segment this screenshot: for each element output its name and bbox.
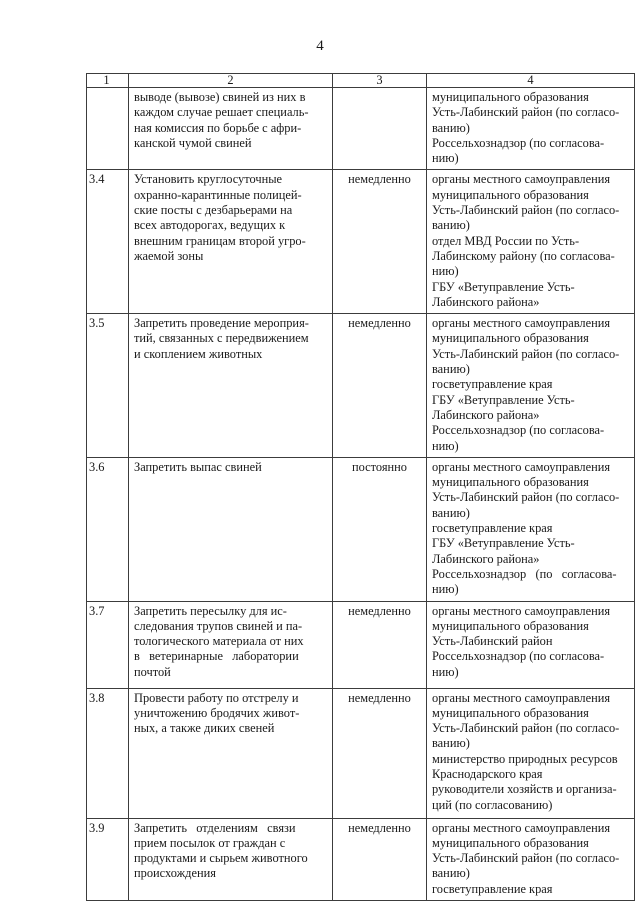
action-cell [129, 88, 333, 170]
responsible-line: ций (по согласованию) [432, 797, 553, 812]
action-line: канской чумой свиней [134, 135, 252, 150]
table-row [87, 818, 635, 900]
responsible-line: органы местного самоуправления [432, 603, 611, 618]
row-number: 3.5 [87, 314, 129, 458]
responsible-cell [427, 818, 635, 900]
responsible-line: муниципального образования [432, 835, 589, 850]
responsible-line: органы местного самоуправления [432, 690, 611, 705]
row-number: 3.6 [87, 457, 129, 601]
table-row [87, 457, 635, 601]
row-number [87, 88, 129, 170]
responsible-line: нию) [432, 151, 459, 166]
table-row [87, 170, 635, 314]
action-line: каждом случае решает специаль- [134, 105, 309, 120]
table-row [87, 688, 635, 818]
responsible-line: нию) [432, 664, 459, 679]
term-cell: постоянно [333, 457, 427, 601]
header-col-1: 1 [87, 74, 129, 88]
action-line: ных, а также диких свеней [134, 721, 275, 736]
table-body [87, 74, 635, 901]
responsible-line: Лабинского района» [432, 407, 540, 422]
term-cell [333, 88, 427, 170]
row-number: 3.4 [87, 170, 129, 314]
action-line: продуктами и сырьем животного [134, 851, 308, 866]
action-line: Запретить отделениям связи [134, 820, 296, 835]
responsible-line: госветуправление края [432, 521, 553, 536]
responsible-line: ванию) [432, 362, 470, 377]
responsible-cell [427, 457, 635, 601]
responsible-line: муниципального образования [432, 475, 589, 490]
responsible-line: органы местного самоуправления [432, 820, 611, 835]
term-cell: немедленно [333, 688, 427, 818]
responsible-line: госветуправление края [432, 881, 553, 896]
action-cell [129, 688, 333, 818]
action-line: Запретить проведение мероприя- [134, 316, 309, 331]
action-cell [129, 457, 333, 601]
responsible-line: Лабинского района» [432, 551, 540, 566]
responsible-line: Усть-Лабинский район (по согласо- [432, 721, 620, 736]
action-line: тий, связанных с передвижением [134, 331, 309, 346]
table-header-row [87, 74, 635, 88]
responsible-line: Усть-Лабинский район (по согласо- [432, 490, 620, 505]
responsible-line: ГБУ «Ветуправление Усть- [432, 536, 575, 551]
action-line: всех автодорогах, ведущих к [134, 218, 286, 233]
page-number: 4 [316, 38, 324, 54]
responsible-line: Россельхознадзор (по согласова- [432, 423, 605, 438]
action-cell [129, 314, 333, 458]
responsible-line: Россельхознадзор (по согласова- [432, 135, 605, 150]
responsible-line: ванию) [432, 866, 470, 881]
header-col-2: 2 [129, 74, 333, 88]
action-line: следования трупов свиней и па- [134, 618, 303, 633]
action-line: почтой [134, 664, 171, 679]
action-line: Запретить пересылку для ис- [134, 603, 287, 618]
action-line: прием посылок от граждан с [134, 835, 286, 850]
responsible-cell [427, 170, 635, 314]
action-line: происхождения [134, 866, 216, 881]
action-line: в ветеринарные лаборатории [134, 649, 299, 664]
row-number: 3.7 [87, 601, 129, 688]
action-line: выводе (вывозе) свиней из них в [134, 90, 306, 104]
responsible-line: госветуправление края [432, 377, 553, 392]
responsible-line: Усть-Лабинский район (по согласо- [432, 105, 620, 120]
table-row [87, 314, 635, 458]
action-cell [129, 601, 333, 688]
responsible-line: муниципального образования [432, 705, 589, 720]
responsible-line: Россельхознадзор (по согласова- [432, 566, 617, 581]
table-row [87, 601, 635, 688]
action-line: внешним границам второй угро- [134, 233, 306, 248]
responsible-line: ванию) [432, 505, 470, 520]
action-line: жаемой зоны [134, 248, 204, 263]
action-cell [129, 170, 333, 314]
row-number: 3.8 [87, 688, 129, 818]
responsible-line: Усть-Лабинский район (по согласо- [432, 851, 620, 866]
action-line: и скоплением животных [134, 346, 263, 361]
responsible-line: Лабинскому району (по согласова- [432, 248, 615, 263]
action-line: ские посты с дезбарьерами на [134, 203, 293, 218]
responsible-line: руководители хозяйств и организа- [432, 782, 617, 797]
responsible-line: муниципального образования [432, 90, 589, 104]
responsible-line: ванию) [432, 736, 470, 751]
term-cell: немедленно [333, 601, 427, 688]
responsible-line: Лабинского района» [432, 294, 540, 309]
responsible-line: ГБУ «Ветуправление Усть- [432, 279, 575, 294]
responsible-line: муниципального образования [432, 618, 589, 633]
action-cell [129, 818, 333, 900]
responsible-cell [427, 688, 635, 818]
action-line: Провести работу по отстрелу и [134, 690, 299, 705]
header-col-4: 4 [427, 74, 635, 88]
responsible-line: муниципального образования [432, 331, 589, 346]
responsible-line: Россельхознадзор (по согласова- [432, 649, 605, 664]
action-line: тологического материала от них [134, 634, 304, 649]
term-cell: немедленно [333, 314, 427, 458]
responsible-line: ГБУ «Ветуправление Усть- [432, 392, 575, 407]
responsible-line: нию) [432, 438, 459, 453]
responsible-line: органы местного самоуправления [432, 172, 611, 187]
responsible-cell [427, 601, 635, 688]
measures-table [86, 73, 635, 901]
responsible-cell [427, 88, 635, 170]
term-cell: немедленно [333, 818, 427, 900]
header-col-3: 3 [333, 74, 427, 88]
responsible-line: Краснодарского края [432, 766, 543, 781]
responsible-line: нию) [432, 582, 459, 597]
responsible-line: органы местного самоуправления [432, 459, 611, 474]
responsible-line: органы местного самоуправления [432, 316, 611, 331]
term-cell: немедленно [333, 170, 427, 314]
action-line: ная комиссия по борьбе с афри- [134, 120, 302, 135]
row-number: 3.9 [87, 818, 129, 900]
responsible-line: отдел МВД России по Усть- [432, 233, 580, 248]
responsible-line: министерство природных ресурсов [432, 751, 618, 766]
responsible-line: нию) [432, 264, 459, 279]
responsible-line: Усть-Лабинский район (по согласо- [432, 203, 620, 218]
responsible-cell [427, 314, 635, 458]
action-line: Установить круглосуточные [134, 172, 283, 187]
action-line: Запретить выпас свиней [134, 459, 262, 474]
responsible-line: Усть-Лабинский район [432, 634, 553, 649]
action-line: уничтожению бродячих живот- [134, 705, 300, 720]
responsible-line: муниципального образования [432, 187, 589, 202]
action-line: охранно-карантинные полицей- [134, 187, 302, 202]
responsible-line: Усть-Лабинский район (по согласо- [432, 346, 620, 361]
table-row [87, 88, 635, 170]
responsible-line: ванию) [432, 120, 470, 135]
responsible-line: ванию) [432, 218, 470, 233]
